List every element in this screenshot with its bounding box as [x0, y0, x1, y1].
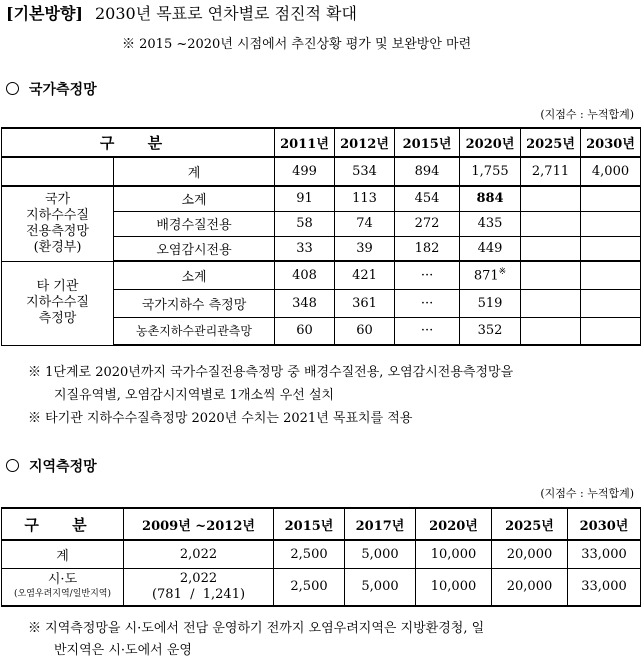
empty-cell [521, 186, 581, 211]
header-gubun: 구 분 [2, 508, 124, 540]
empty-cell [521, 289, 581, 317]
group-label-line: (환경부) [33, 239, 82, 255]
cell-value: 534 [335, 157, 395, 186]
group-label-line: 국가 [44, 191, 71, 207]
cell-value: 39 [335, 236, 395, 261]
group-label-line: 타 기관 [36, 279, 79, 294]
row-label: 농촌지하수관리관측망 [114, 317, 275, 345]
cell-value: 519 [460, 289, 521, 317]
cell-value-marked [460, 261, 521, 289]
cell-value: 1,755 [460, 157, 521, 186]
group-label-line: 측정망 [38, 311, 77, 326]
header-year: 2017년 [345, 508, 416, 540]
header-year: 2009년 ~2012년 [124, 508, 274, 540]
header-year: 2012년 [335, 128, 395, 157]
cell-value: 74 [335, 211, 395, 236]
cell-value: 5,000 [345, 568, 416, 606]
group-label-line: 지하수수질 [26, 295, 89, 310]
row-sublabel: (오염우려지역/일반지역) [14, 588, 111, 599]
cell-value: 2,022 [179, 570, 218, 586]
group-label-other [2, 261, 114, 345]
header-year: 2030년 [568, 508, 641, 540]
cell-value: 10,000 [416, 568, 492, 606]
note: ※ 1단계로 2020년까지 국가수질전용측정망 중 배경수질전용, 오염감시전용측정망을 [28, 365, 514, 380]
table-row [2, 261, 641, 289]
cell-value: 60 [335, 317, 395, 345]
header-year: 2015년 [395, 128, 460, 157]
cell-value: 894 [395, 157, 460, 186]
note: 반지역은 시·도에서 운영 [54, 643, 192, 658]
cell-value: 2,500 [274, 540, 345, 568]
empty-cell [521, 236, 581, 261]
table-row-total [2, 540, 641, 568]
cell-value: 58 [275, 211, 335, 236]
cell-value: 421 [335, 261, 395, 289]
title-text: 2030년 목표로 연차별로 점진적 확대 [94, 4, 357, 23]
cell-value: 871 [473, 268, 499, 284]
cell-value: 91 [275, 186, 335, 211]
cell-value: ··· [395, 317, 460, 345]
section1-heading [6, 79, 97, 99]
empty-cell [581, 186, 641, 211]
regional-network-table [1, 507, 641, 607]
cell-value: 361 [335, 289, 395, 317]
empty-cell [521, 211, 581, 236]
group-label-line: 전용측정망 [26, 223, 89, 239]
cell-value: 113 [335, 186, 395, 211]
header-year: 2020년 [460, 128, 521, 157]
cell-value: 2,022 [124, 540, 274, 568]
header-year: 2025년 [521, 128, 581, 157]
empty-cell [581, 236, 641, 261]
group-label-national [2, 186, 114, 261]
section2-heading [6, 456, 97, 476]
cell-subvalue: (781 / 1,241) [151, 586, 246, 602]
cell-value: 5,000 [345, 540, 416, 568]
title-subnote: ※ 2015 ~2020년 시점에서 추진상황 평가 및 보완방안 마련 [122, 37, 472, 52]
cell-value: 408 [275, 261, 335, 289]
table-row-total [2, 157, 641, 186]
cell-value: 20,000 [492, 540, 568, 568]
note: ※ 타기관 지하수수질측정망 2020년 수치는 2021년 목표치를 적용 [28, 411, 413, 426]
note: 지질유역별, 오염감시지역별로 1개소씩 우선 설치 [54, 388, 335, 403]
cell-value: 449 [460, 236, 521, 261]
empty-cell [521, 261, 581, 289]
header-year: 2030년 [581, 128, 641, 157]
row-label: 소계 [114, 186, 275, 211]
cell-value: ··· [395, 261, 460, 289]
cell-value: 2,500 [274, 568, 345, 606]
row-label: 계 [2, 540, 124, 568]
title-tag: [기본방향] [6, 4, 83, 23]
group-label-line: 지하수수질 [26, 207, 89, 223]
table-row-sido [2, 568, 641, 606]
header-year: 2011년 [275, 128, 335, 157]
title-line [6, 1, 357, 24]
cell-value: 10,000 [416, 540, 492, 568]
cell-value-split [124, 568, 274, 606]
empty-cell [521, 317, 581, 345]
cell-value: 2,711 [521, 157, 581, 186]
cell-value: 454 [395, 186, 460, 211]
cell-value: 60 [275, 317, 335, 345]
row-label-sido [2, 568, 124, 606]
table2-header-row [2, 508, 641, 540]
empty-cell [581, 211, 641, 236]
row-label: 국가지하수 측정망 [114, 289, 275, 317]
row-label: 소계 [114, 261, 275, 289]
header-year: 2015년 [274, 508, 345, 540]
cell-value: 33,000 [568, 540, 641, 568]
note: ※ 지역측정망을 시·도에서 전담 운영하기 전까지 오염우려지역은 지방환경청, 일 [28, 621, 485, 636]
cell-value: 499 [275, 157, 335, 186]
header-year: 2025년 [492, 508, 568, 540]
reference-mark: ※ [498, 267, 507, 278]
section1-heading-text: 국가측정망 [29, 82, 97, 98]
section2-unit: (지점수 : 누적합계) [540, 487, 634, 500]
cell-value: 272 [395, 211, 460, 236]
circle-bullet-icon [6, 82, 19, 95]
header-year: 2020년 [416, 508, 492, 540]
row-label: 계 [114, 157, 275, 186]
cell-value: 352 [460, 317, 521, 345]
table-row [2, 186, 641, 211]
cell-value: 348 [275, 289, 335, 317]
empty-cell [581, 261, 641, 289]
cell-value: 4,000 [581, 157, 641, 186]
cell-value: 182 [395, 236, 460, 261]
empty-cell [581, 317, 641, 345]
row-label: 배경수질전용 [114, 211, 275, 236]
cell-value: 20,000 [492, 568, 568, 606]
section1-unit: (지점수 : 누적합계) [540, 108, 634, 121]
cell-value: 435 [460, 211, 521, 236]
national-network-table [1, 127, 641, 346]
row-label: 시·도 [47, 571, 78, 587]
circle-bullet-icon [6, 459, 19, 472]
cell-value: 33,000 [568, 568, 641, 606]
cell-value: 33 [275, 236, 335, 261]
cell-value: ··· [395, 289, 460, 317]
section2-heading-text: 지역측정망 [29, 459, 97, 475]
cell-value: 884 [460, 186, 521, 211]
row-label: 오염감시전용 [114, 236, 275, 261]
empty-cell [581, 289, 641, 317]
table1-header-row [2, 128, 641, 157]
header-gubun: 구 분 [2, 128, 275, 157]
